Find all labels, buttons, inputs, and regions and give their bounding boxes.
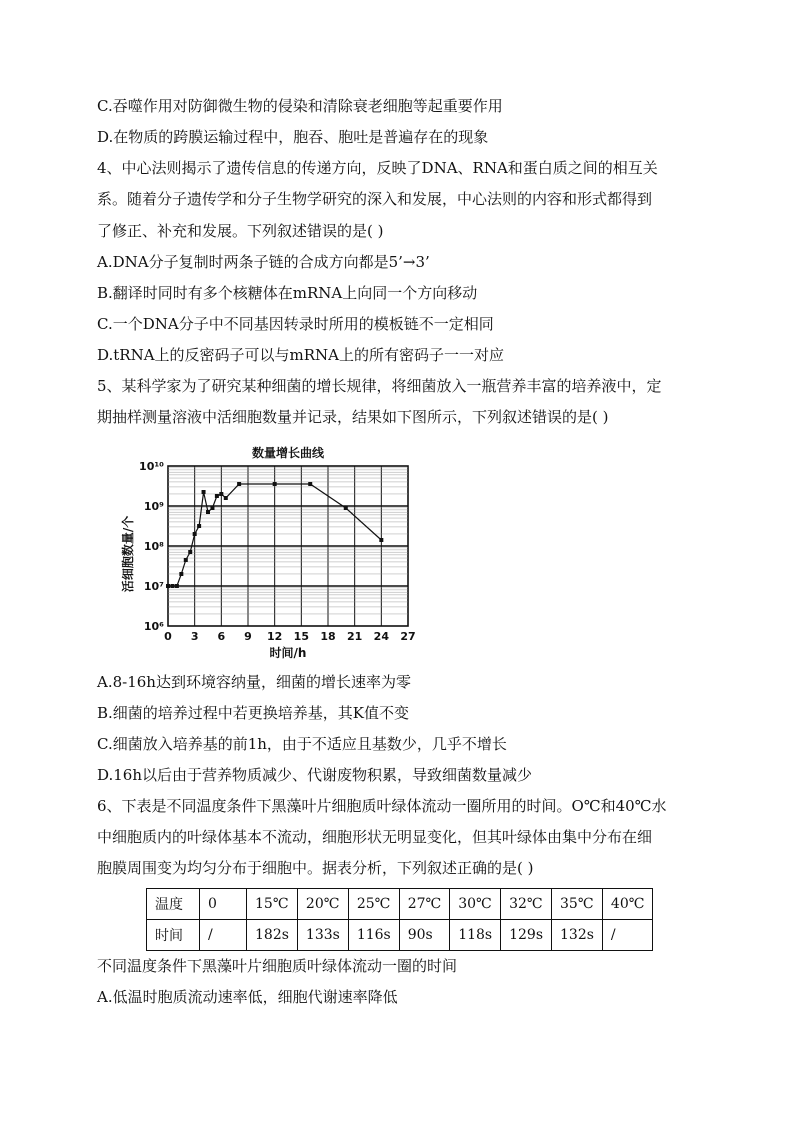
table-cell: 32℃ xyxy=(501,889,552,920)
x-tick-label: 9 xyxy=(244,630,252,643)
data-point xyxy=(184,558,188,562)
data-point xyxy=(193,532,197,536)
line-9: D.tRNA上的反密码子可以与mRNA上的所有密码子一一对应 xyxy=(97,346,505,364)
x-tick-label: 0 xyxy=(164,630,172,643)
line-19: A.低温时胞质流动速率低，细胞代谢速率降低 xyxy=(97,988,398,1006)
temperature-table xyxy=(146,888,653,951)
table-cell: 118s xyxy=(450,920,501,951)
line-8: C.一个DNA分子中不同基因转录时所用的模板链不一定相同 xyxy=(97,315,494,333)
table-cell: 27℃ xyxy=(399,889,449,920)
table-cell: 15℃ xyxy=(247,889,298,920)
line-10: 5、某科学家为了研究某种细菌的增长规律，将细菌放入一瓶营养丰富的培养液中，定 xyxy=(97,377,662,395)
data-point xyxy=(219,492,223,496)
table-cell: 30℃ xyxy=(450,889,501,920)
table-header-label: 温度 xyxy=(147,889,200,920)
data-point xyxy=(237,482,241,486)
y-tick-label: 10⁹ xyxy=(143,500,164,513)
line-13: B.细菌的培养过程中若更换培养基，其K值不变 xyxy=(97,704,409,722)
line-6: A.DNA分子复制时两条子链的合成方向都是5’→3’ xyxy=(97,253,430,271)
line-3: 4、中心法则揭示了遗传信息的传递方向，反映了DNA、RNA和蛋白质之间的相互关 xyxy=(97,159,658,177)
y-tick-label: 10⁸ xyxy=(143,540,164,553)
table-cell: 20℃ xyxy=(297,889,348,920)
data-point xyxy=(379,538,383,542)
data-point xyxy=(197,524,201,528)
y-tick-label: 10⁷ xyxy=(143,580,164,593)
table-row-time xyxy=(147,920,653,951)
y-tick-label: 10¹⁰ xyxy=(139,460,164,473)
table-row-temperature xyxy=(147,889,653,920)
table-caption: 不同温度条件下黑藻叶片细胞质叶绿体流动一圈的时间 xyxy=(97,957,458,975)
data-point xyxy=(188,550,192,554)
chart-ylabel: 活细胞数量/个 xyxy=(121,515,135,593)
table-cell: / xyxy=(602,920,652,951)
table-cell: 129s xyxy=(501,920,552,951)
line-11: 期抽样测量溶液中活细胞数量并记录，结果如下图所示，下列叙述错误的是( ) xyxy=(97,408,609,426)
data-point xyxy=(202,490,206,494)
data-point xyxy=(166,584,170,588)
table-cell: 25℃ xyxy=(348,889,399,920)
x-tick-label: 27 xyxy=(400,630,416,643)
x-tick-label: 24 xyxy=(373,630,389,643)
line-14: C.细菌放入培养基的前1h，由于不适应且基数少，几乎不增长 xyxy=(97,735,507,753)
table-cell: 0 xyxy=(200,889,247,920)
line-2: D.在物质的跨膜运输过程中，胞吞、胞吐是普遍存在的现象 xyxy=(97,128,489,146)
table-cell: 182s xyxy=(247,920,298,951)
x-tick-label: 18 xyxy=(320,630,336,643)
data-point xyxy=(170,584,174,588)
table-cell: 40℃ xyxy=(602,889,652,920)
data-point xyxy=(175,584,179,588)
chart-title: 数量增长曲线 xyxy=(251,446,325,460)
line-12: A.8-16h达到环境容纳量，细菌的增长速率为零 xyxy=(97,673,411,691)
line-15: D.16h以后由于营养物质减少、代谢废物积累，导致细菌数量减少 xyxy=(97,766,533,784)
line-18: 胞膜周围变为均匀分布于细胞中。据表分析，下列叙述正确的是( ) xyxy=(97,859,534,877)
data-point xyxy=(210,506,214,510)
data-point xyxy=(179,572,183,576)
line-1: C.吞噬作用对防御微生物的侵染和清除衰老细胞等起重要作用 xyxy=(97,97,503,115)
data-point xyxy=(206,510,210,514)
table-cell: 133s xyxy=(297,920,348,951)
line-17: 中细胞质内的叶绿体基本不流动，细胞形状无明显变化，但其叶绿体由集中分布在细 xyxy=(97,828,653,846)
data-point xyxy=(273,482,277,486)
table-cell: 90s xyxy=(399,920,449,951)
line-5: 了修正、补充和发展。下列叙述错误的是( ) xyxy=(97,222,384,240)
data-point xyxy=(224,496,228,500)
x-tick-label: 15 xyxy=(293,630,309,643)
table-cell: / xyxy=(200,920,247,951)
data-point xyxy=(308,482,312,486)
x-tick-label: 21 xyxy=(347,630,363,643)
line-16: 6、下表是不同温度条件下黑藻叶片细胞质叶绿体流动一圈所用的时间。O℃和40℃水 xyxy=(97,797,667,815)
data-point xyxy=(215,494,219,498)
line-7: B.翻译时同时有多个核糖体在mRNA上向同一个方向移动 xyxy=(97,284,478,302)
x-tick-label: 12 xyxy=(267,630,283,643)
y-tick-label: 10⁶ xyxy=(143,620,164,633)
data-point xyxy=(344,506,348,510)
table-row-label: 时间 xyxy=(147,920,200,951)
line-4: 系。随着分子遗传学和分子生物学研究的深入和发展，中心法则的内容和形式都得到 xyxy=(97,190,653,208)
growth-chart xyxy=(118,440,428,662)
x-tick-label: 6 xyxy=(217,630,226,643)
table-cell: 35℃ xyxy=(552,889,603,920)
x-tick-label: 3 xyxy=(190,630,199,643)
table-cell: 132s xyxy=(552,920,603,951)
chart-xlabel: 时间/h xyxy=(269,646,307,660)
table-cell: 116s xyxy=(348,920,399,951)
